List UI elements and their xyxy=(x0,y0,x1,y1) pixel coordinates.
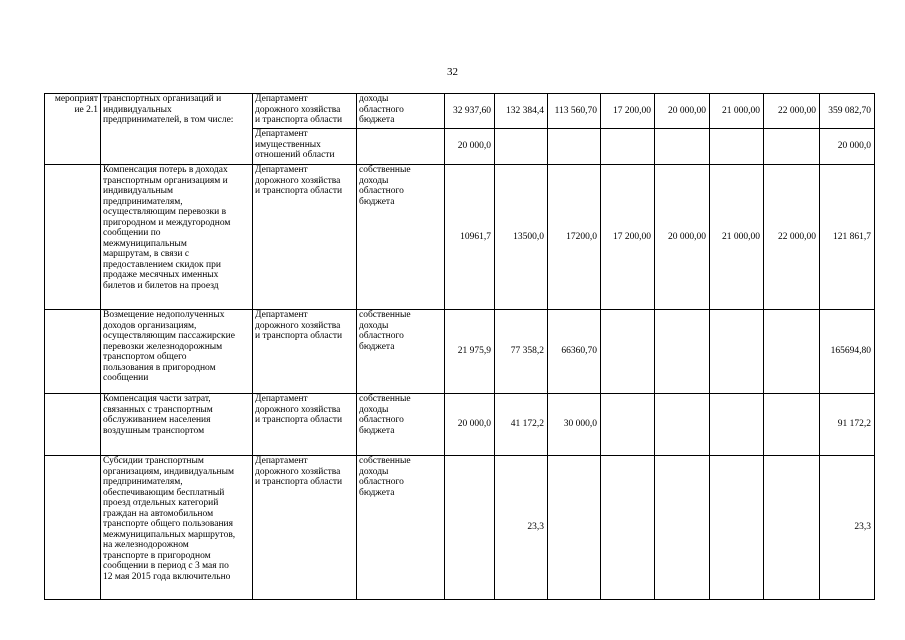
value-cell xyxy=(655,129,710,165)
department-cell: Департамент дорожного хозяйства и транспорта области xyxy=(253,456,357,600)
value-cell: 41 172,2 xyxy=(495,394,548,456)
value-cell: 13500,0 xyxy=(495,165,548,310)
value-cell xyxy=(655,310,710,394)
value-cell: 21 000,00 xyxy=(710,94,764,129)
value-cell xyxy=(601,456,655,600)
value-cell: 20 000,00 xyxy=(655,94,710,129)
value-cell: 21 975,9 xyxy=(445,310,495,394)
value-cell xyxy=(764,310,820,394)
funding-source-cell: собственные доходы областного бюджета xyxy=(357,165,445,310)
department-cell: Департамент имущественных отношений области xyxy=(253,129,357,165)
value-cell xyxy=(764,456,820,600)
value-cell: 32 937,60 xyxy=(445,94,495,129)
value-cell xyxy=(764,394,820,456)
measure-id-cell xyxy=(45,456,101,600)
table-row xyxy=(45,310,875,394)
funding-source-cell: доходы областного бюджета xyxy=(357,94,445,129)
value-cell: 21 000,00 xyxy=(710,165,764,310)
value-cell: 20 000,0 xyxy=(445,394,495,456)
description-cell: Компенсация потерь в доходах транспортным организациям и индивидуальным предпринимателям, осуществляющим перевозки в пригородном и междугородном сообщении по межмуниципальным маршрутам, в связи с предоставлением скидок при продаже месячных именных билетов и билетов на проезд xyxy=(101,165,253,310)
funding-source-cell: собственные доходы областного бюджета xyxy=(357,456,445,600)
value-cell xyxy=(655,456,710,600)
value-cell xyxy=(710,129,764,165)
description-cell: Возмещение недополученных доходов организациям, осуществляющим пассажирские перевозки железнодорожным транспортом общего пользования в пригородном сообщении xyxy=(101,310,253,394)
department-cell: Департамент дорожного хозяйства и транспорта области xyxy=(253,94,357,129)
value-cell: 17 200,00 xyxy=(601,165,655,310)
value-cell xyxy=(495,129,548,165)
funding-source-cell xyxy=(357,129,445,165)
value-cell xyxy=(710,310,764,394)
total-cell: 121 861,7 xyxy=(820,165,875,310)
table-row xyxy=(45,94,875,129)
table-row xyxy=(45,456,875,600)
description-cell: Компенсация части затрат, связанных с транспортным обслуживанием населения воздушным транспортом xyxy=(101,394,253,456)
value-cell: 132 384,4 xyxy=(495,94,548,129)
value-cell xyxy=(445,456,495,600)
value-cell: 22 000,00 xyxy=(764,94,820,129)
value-cell xyxy=(764,129,820,165)
total-cell: 23,3 xyxy=(820,456,875,600)
department-cell: Департамент дорожного хозяйства и транспорта области xyxy=(253,394,357,456)
measure-id-cell xyxy=(45,310,101,394)
value-cell xyxy=(601,129,655,165)
table-row xyxy=(45,165,875,310)
value-cell: 77 358,2 xyxy=(495,310,548,394)
table-row xyxy=(45,394,875,456)
measure-id-cell: мероприят ие 2.1 xyxy=(45,94,101,165)
value-cell xyxy=(601,310,655,394)
measure-id-cell xyxy=(45,394,101,456)
value-cell xyxy=(548,129,601,165)
value-cell xyxy=(710,394,764,456)
department-cell: Департамент дорожного хозяйства и транспорта области xyxy=(253,165,357,310)
value-cell xyxy=(548,456,601,600)
value-cell: 30 000,0 xyxy=(548,394,601,456)
department-cell: Департамент дорожного хозяйства и транспорта области xyxy=(253,310,357,394)
value-cell xyxy=(655,394,710,456)
value-cell: 113 560,70 xyxy=(548,94,601,129)
value-cell: 66360,70 xyxy=(548,310,601,394)
measure-id-cell xyxy=(45,165,101,310)
total-cell: 165694,80 xyxy=(820,310,875,394)
value-cell: 22 000,00 xyxy=(764,165,820,310)
value-cell: 17 200,00 xyxy=(601,94,655,129)
value-cell: 10961,7 xyxy=(445,165,495,310)
value-cell: 23,3 xyxy=(495,456,548,600)
funding-source-cell: собственные доходы областного бюджета xyxy=(357,394,445,456)
description-cell: транспортных организаций и индивидуальных предпринимателей, в том числе: xyxy=(101,94,253,165)
funding-source-cell: собственные доходы областного бюджета xyxy=(357,310,445,394)
page-number: 32 xyxy=(447,66,458,78)
total-cell: 91 172,2 xyxy=(820,394,875,456)
description-cell: Субсидии транспортным организациям, индивидуальным предпринимателям, обеспечивающим бесплатный проезд отдельных категорий граждан на автомобильном транспорте общего пользования межмуниципальных маршрутов, на железнодорожном транспорте в пригородном сообщении в период с 3 мая по 12 мая 2015 года включительно xyxy=(101,456,253,600)
total-cell: 359 082,70 xyxy=(820,94,875,129)
value-cell xyxy=(710,456,764,600)
budget-table xyxy=(44,93,875,600)
value-cell xyxy=(601,394,655,456)
total-cell: 20 000,0 xyxy=(820,129,875,165)
value-cell: 17200,0 xyxy=(548,165,601,310)
value-cell: 20 000,00 xyxy=(655,165,710,310)
value-cell: 20 000,0 xyxy=(445,129,495,165)
